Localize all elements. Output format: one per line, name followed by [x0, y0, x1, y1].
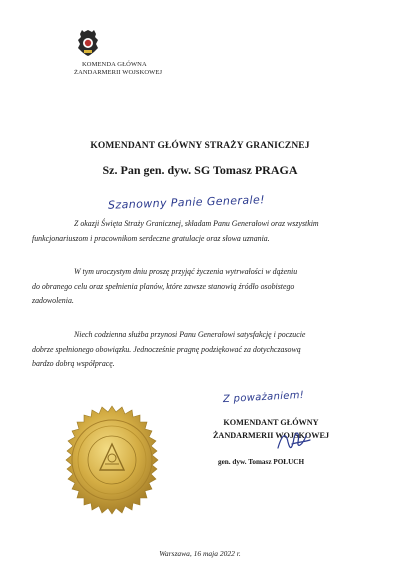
- place-and-date: Warszawa, 16 maja 2022 r.: [159, 549, 241, 558]
- paragraph-2: [32, 265, 368, 309]
- handwritten-signature: [274, 428, 314, 454]
- paragraph-3-line-2: dobrze spełnionego obowiązku. Jednocześnie pragnę podziękować za dotychczasową: [32, 344, 301, 354]
- handwritten-salutation: Szanowny Panie Generale!: [107, 193, 266, 212]
- signatory-title-line1: KOMENDANT GŁÓWNY: [223, 418, 319, 427]
- paragraph-3-line-3: bardzo dobrą współpracę.: [32, 359, 115, 368]
- handwritten-closing: Z poważaniem!: [222, 389, 305, 406]
- recipient-title-heading: KOMENDANT GŁÓWNY STRAŻY GRANICZNEJ: [90, 141, 310, 151]
- paragraph-2-line-3: zadowolenia.: [32, 296, 74, 305]
- paragraph-3-line-1: Niech codzienna służba przynosi Panu Generałowi satysfakcję i poczucie: [74, 330, 306, 339]
- paragraph-2-line-2: do obranego celu oraz spełnienia planów, które zawsze stanowią źródło osobistego: [32, 281, 295, 291]
- org-name-line1: KOMENDA GŁÓWNA: [82, 61, 147, 68]
- recipient-name: Sz. Pan gen. dyw. SG Tomasz PRAGA: [102, 163, 298, 177]
- paragraph-1-line-1: Z okazji Święta Straży Granicznej, składam Panu Generałowi oraz wszystkim: [74, 219, 319, 228]
- paragraph-3: [32, 328, 368, 372]
- org-name-line2: ŻANDARMERII WOJSKOWEJ: [74, 69, 163, 76]
- paragraph-2-line-1: W tym uroczystym dniu proszę przyjąć życzenia wytrwałości w dążeniu: [74, 267, 298, 276]
- signatory-title-line2: ŻANDARMERII WOJSKOWEJ: [212, 431, 330, 440]
- signatory-name: gen. dyw. Tomasz POŁUCH: [218, 458, 305, 466]
- paragraph-1: [32, 217, 368, 246]
- military-police-eagle-emblem-icon: [74, 28, 102, 58]
- paragraph-1-line-2: funkcjonariuszom i pracownikom serdeczne gratulacje oraz słowa uznania.: [32, 233, 270, 243]
- gold-seal-icon: [56, 404, 168, 516]
